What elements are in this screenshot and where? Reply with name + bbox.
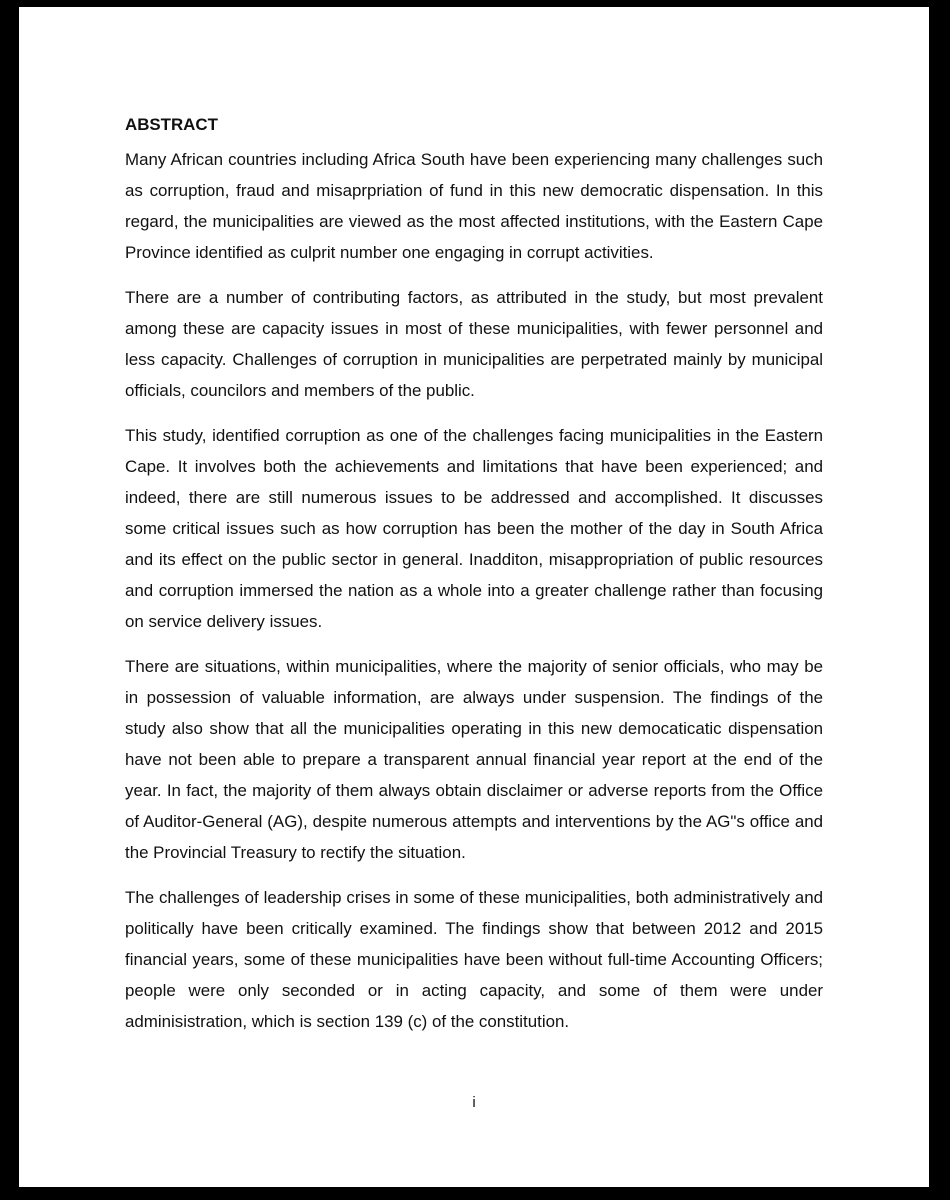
page-number: i [472,1094,476,1111]
abstract-paragraph-2: There are a number of contributing factors, as attributed in the study, but most prevalent among these are capacity issues in most of these municipalities, with fewer personnel and less capacity. Challenges of corruption in municipalities are perpetrated mainly by municipal officials, councilors and members of the public. [125,288,823,400]
document-page [19,7,929,1187]
abstract-paragraph-4: There are situations, within municipalities, where the majority of senior officials, who may be in possession of valuable information, are always under suspension. The findings of the study also show that all the municipalities operating in this new democaticatic dispensation have not been able to prepare a transparent annual financial year report at the end of the year. In fact, the majority of them always obtain disclaimer or adverse reports from the Office of Auditor-General (AG), despite numerous attempts and interventions by the AG"s office and the Provincial Treasury to rectify the situation. [125,657,823,862]
abstract-heading: ABSTRACT [125,115,218,134]
abstract-paragraph-1: Many African countries including Africa South have been experiencing many challenges such as corruption, fraud and misaprpriation of fund in this new democratic dispensation. In this regard, the municipalities are viewed as the most affected institutions, with the Eastern Cape Province identified as culprit number one engaging in corrupt activities. [125,150,823,262]
abstract-paragraph-3: This study, identified corruption as one of the challenges facing municipalities in the Eastern Cape. It involves both the achievements and limitations that have been experienced; and indeed, there are still numerous issues to be addressed and accomplished. It discusses some critical issues such as how corruption has been the mother of the day in South Africa and its effect on the public sector in general. Inadditon, misappropriation of public resources and corruption immersed the nation as a whole into a greater challenge rather than focusing on service delivery issues. [125,426,823,631]
abstract-paragraph-5: The challenges of leadership crises in some of these municipalities, both administratively and politically have been critically examined. The findings show that between 2012 and 2015 financial years, some of these municipalities have been without full-time Accounting Officers; people were only seconded or in acting capacity, and some of them were under adminisistration, which is section 139 (c) of the constitution. [125,888,823,1031]
abstract-section [125,114,823,1051]
